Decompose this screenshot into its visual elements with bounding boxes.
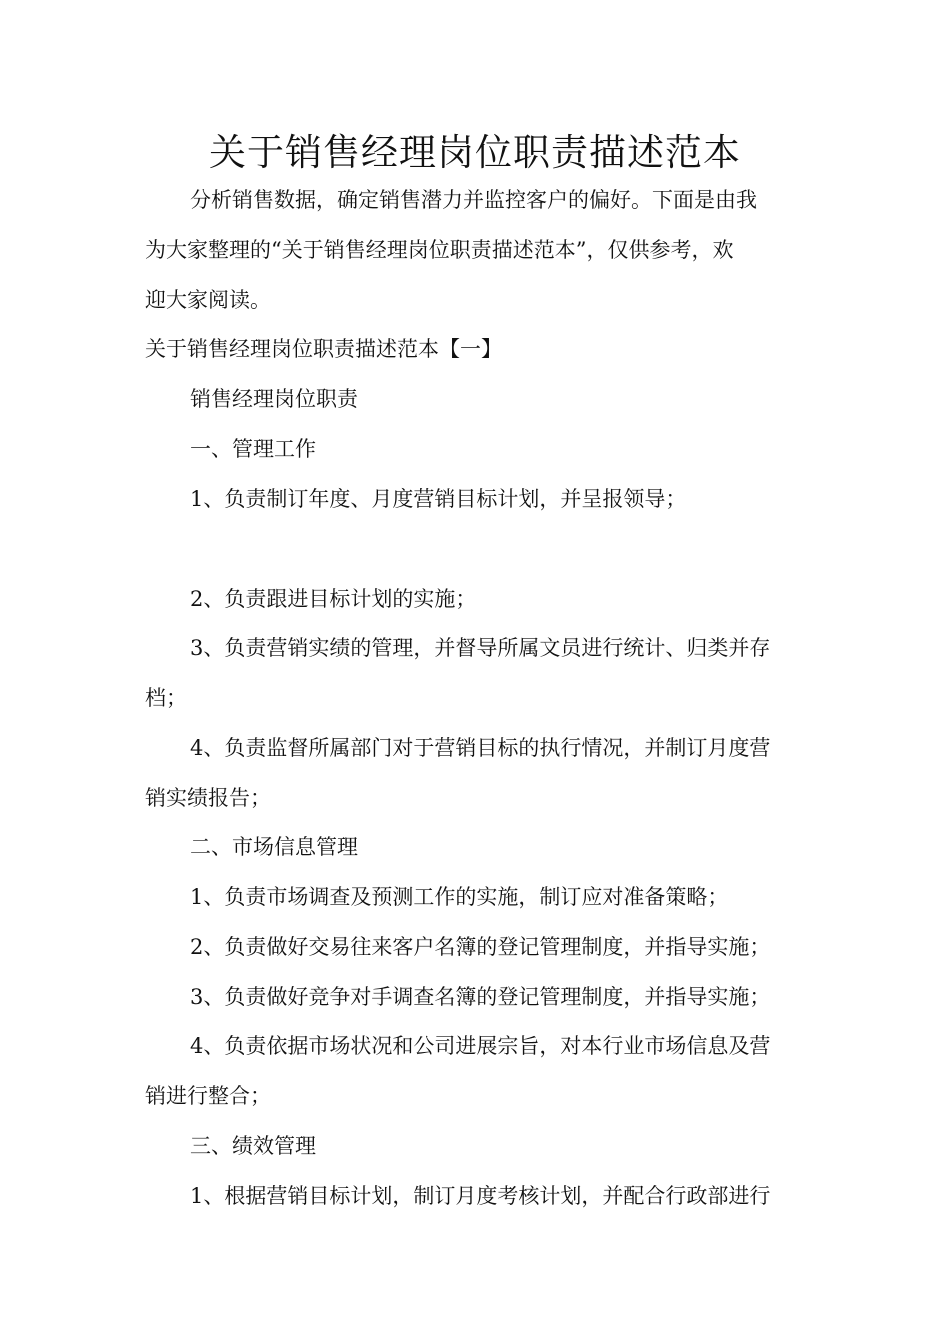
list-item-2-1: 1、负责市场调查及预测工作的实施，制订应对准备策略； [190, 885, 729, 909]
list-item-2-4: 4、负责依据市场状况和公司进展宗旨，对本行业市场信息及营 [190, 1034, 771, 1058]
list-item-1-2: 2、负责跟进目标计划的实施； [190, 587, 477, 611]
list-item-1-4-cont: 销实绩报告； [145, 786, 271, 810]
list-item-3-1: 1、根据营销目标计划，制订月度考核计划，并配合行政部进行 [190, 1184, 771, 1208]
intro-line-3: 迎大家阅读。 [145, 288, 271, 312]
list-item-1-3-cont: 档； [145, 686, 187, 710]
subheading-duties: 销售经理岗位职责 [190, 387, 358, 411]
list-item-2-2: 2、负责做好交易往来客户名簿的登记管理制度，并指导实施； [190, 935, 771, 959]
section-heading-one: 关于销售经理岗位职责描述范本【一】 [145, 337, 502, 361]
list-item-2-4-cont: 销进行整合； [145, 1084, 271, 1108]
heading-market-info: 二、市场信息管理 [190, 835, 358, 859]
heading-performance: 三、绩效管理 [190, 1134, 316, 1158]
list-item-1-3: 3、负责营销实绩的管理，并督导所属文员进行统计、归类并存 [190, 636, 771, 660]
list-item-1-1: 1、负责制订年度、月度营销目标计划，并呈报领导； [190, 487, 687, 511]
document-title: 关于销售经理岗位职责描述范本 [209, 131, 741, 174]
list-item-1-4: 4、负责监督所属部门对于营销目标的执行情况，并制订月度营 [190, 736, 771, 760]
heading-management-work: 一、管理工作 [190, 437, 316, 461]
list-item-2-3: 3、负责做好竞争对手调查名簿的登记管理制度，并指导实施； [190, 985, 771, 1009]
intro-line-2: 为大家整理的“关于销售经理岗位职责描述范本”，仅供参考，欢 [145, 238, 734, 262]
intro-line-1: 分析销售数据，确定销售潜力并监控客户的偏好。下面是由我 [190, 188, 757, 212]
